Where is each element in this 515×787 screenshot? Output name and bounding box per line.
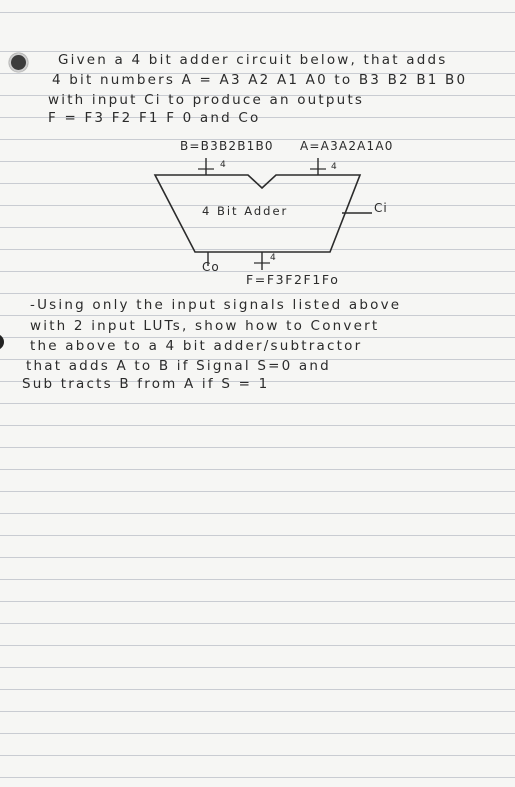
problem-line-1: Given a 4 bit adder circuit below, that adds	[58, 52, 448, 68]
problem-line-2: 4 bit numbers A = A3 A2 A1 A0 to B3 B2 B1 B0	[52, 72, 468, 88]
output-f-bus-width: 4	[270, 253, 276, 263]
carry-in-label: Ci	[374, 201, 388, 215]
carry-out-label: Co	[202, 260, 220, 274]
problem-line-3: with input Ci to produce an outputs	[48, 92, 365, 108]
input-b-bus-width: 4	[220, 160, 226, 170]
input-a-bus-width: 4	[331, 162, 337, 172]
question-line-5: Sub tracts B from A if S = 1	[22, 376, 270, 392]
problem-line-4: F = F3 F2 F1 F 0 and Co	[48, 110, 261, 126]
input-a-label: A=A3A2A1A0	[300, 139, 394, 153]
input-b-label: B=B3B2B1B0	[180, 139, 274, 153]
adder-block-label: 4 Bit Adder	[202, 204, 289, 218]
question-line-1: -Using only the input signals listed above	[30, 297, 402, 313]
output-f-label: F=F3F2F1Fo	[246, 272, 340, 287]
question-line-3: the above to a 4 bit adder/subtractor	[30, 338, 363, 354]
question-line-2: with 2 input LUTs, show how to Convert	[30, 318, 380, 334]
question-line-4: that adds A to B if Signal S=0 and	[26, 358, 331, 374]
